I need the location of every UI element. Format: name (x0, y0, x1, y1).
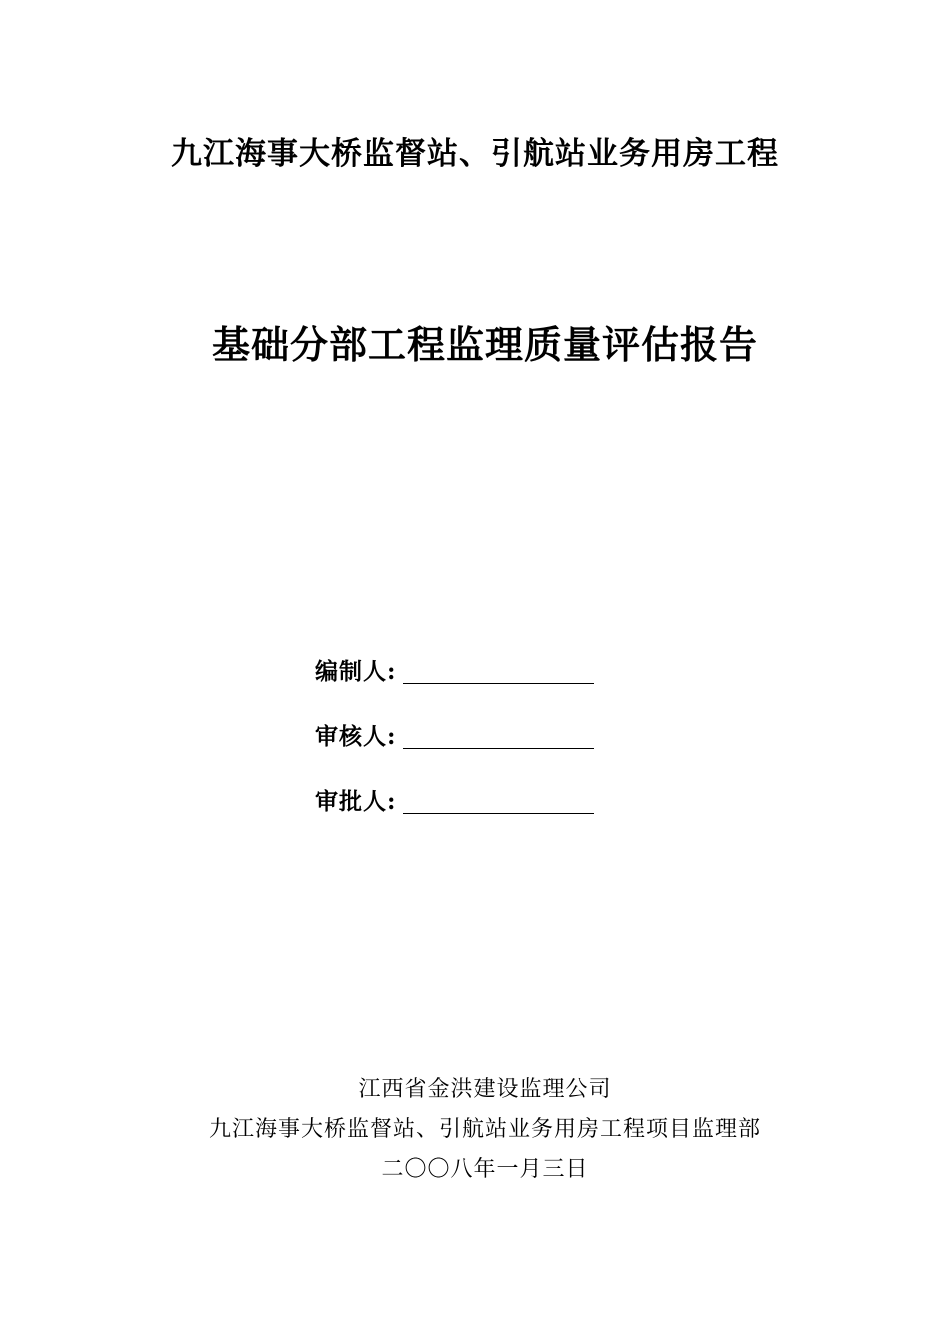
compiler-signature-line (403, 655, 594, 684)
approver-signature-line (403, 785, 594, 814)
report-title: 基础分部工程监理质量评估报告 (211, 322, 758, 367)
approver-label: 审批人: (315, 788, 397, 815)
company-name: 江西省金洪建设监理公司 (358, 1077, 612, 1102)
project-title: 九江海事大桥监督站、引航站业务用房工程 (171, 136, 779, 172)
department-name: 九江海事大桥监督站、引航站业务用房工程项目监理部 (208, 1117, 761, 1142)
reviewer-signature-line (403, 720, 594, 749)
compiler-label: 编制人: (315, 658, 397, 685)
signature-block (315, 648, 635, 843)
reviewer-label: 审核人: (315, 723, 397, 750)
signature-row-compiler (315, 648, 635, 688)
signature-row-reviewer (315, 713, 635, 753)
document-date: 二〇〇八年一月三日 (381, 1157, 589, 1182)
signature-row-approver (315, 778, 635, 818)
footer-block (0, 1070, 950, 1190)
